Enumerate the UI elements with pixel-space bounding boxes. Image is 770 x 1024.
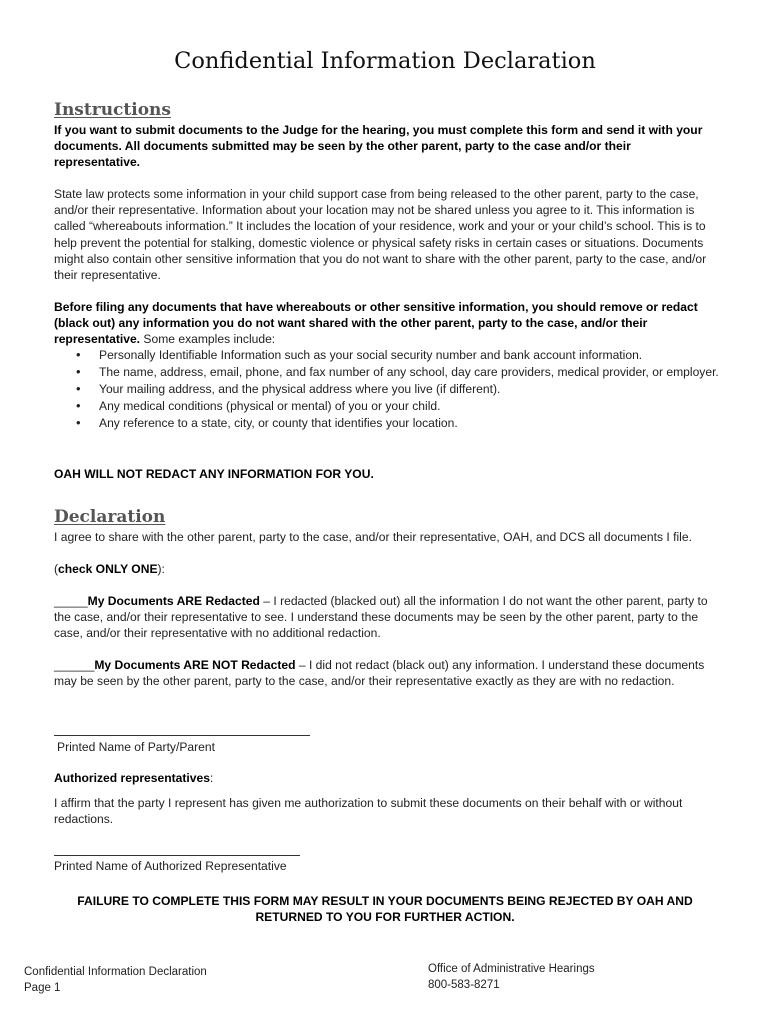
instructions-heading: Instructions xyxy=(54,100,171,120)
list-item: • Personally Identifiable Information such as your social security number and bank account information. xyxy=(74,347,724,364)
printed-name-party-label: Printed Name of Party/Parent xyxy=(57,740,215,754)
list-item: • Any medical conditions (physical or mental) of you or your child. xyxy=(74,398,724,415)
failure-warning-line2: RETURNED TO YOU FOR FURTHER ACTION. xyxy=(255,910,515,924)
option-redacted-label: My Documents ARE Redacted xyxy=(87,594,260,608)
failure-warning-line1: FAILURE TO COMPLETE THIS FORM MAY RESULT IN YOUR DOCUMENTS BEING REJECTED BY OAH AND xyxy=(77,894,693,908)
option-redacted-checkline[interactable]: _____ xyxy=(54,594,88,608)
agree-statement: I agree to share with the other parent, party to the case, and/or their representative, OAH, and DCS all documents I file. xyxy=(54,530,692,544)
affirm-statement: I affirm that the party I represent has given me authorization to submit these documents on their behalf with or without redactions. xyxy=(54,796,683,827)
check-only-one-bold: check ONLY ONE xyxy=(58,562,158,576)
declaration-heading: Declaration xyxy=(54,507,166,527)
list-item: • Any reference to a state, city, or county that identifies your location. xyxy=(74,415,724,432)
authorized-colon: : xyxy=(209,771,214,785)
option-redacted-text: – I redacted (blacked out) all the information I do not want the other parent, party to the case, and/or their representative to see. I understand these documents may be seen by the other parent, party to the case, and/or their representative with no additional redaction. xyxy=(54,594,708,641)
no-redaction-warning: OAH WILL NOT REDACT ANY INFORMATION FOR YOU. xyxy=(54,467,374,481)
footer-office: Office of Administrative Hearings xyxy=(428,963,595,975)
before-filing-plain: Some examples include: xyxy=(140,332,276,347)
check-open: ( xyxy=(54,562,59,576)
option-not-redacted-label: My Documents ARE NOT Redacted xyxy=(94,658,296,672)
representative-signature-line[interactable] xyxy=(54,855,300,856)
printed-name-rep-label: Printed Name of Authorized Representative xyxy=(54,859,287,873)
footer-form-name: Confidential Information Declaration xyxy=(24,966,207,978)
list-item: • Your mailing address, and the physical address where you live (if different). xyxy=(74,381,724,398)
instructions-paragraph: State law protects some information in your child support case from being released to the other parent, party to the case, and/or their representative. Information about your location may not be shared unless you agree to it. This information is called “whereabouts information.” It includes the location of your residence, work and your or your child’s school. This is to help prevent the potential for stalking, domestic violence or physical safety risks in certain cases or situations. Documents might also contain other sensitive information that you do not want to share with the other parent, party to the case, and/or their representative. xyxy=(54,187,707,283)
before-filing-bold: Before filing any documents that have whereabouts or other sensitive information, you should remove or redact (black out) any information you do not want shared with the other parent, party to the case, and/or their representative. xyxy=(54,300,698,347)
authorized-representatives xyxy=(54,770,720,786)
page-title: Confidential Information Declaration xyxy=(174,48,596,74)
footer-page-number: Page 1 xyxy=(24,982,61,994)
option-not-redacted-text: – I did not redact (black out) any information. I understand these documents may be seen by the other parent, party to the case, and/or their representative exactly as they are with no redaction. xyxy=(54,658,705,689)
instructions-bold-intro: If you want to submit documents to the Judge for the hearing, you must complete this form and send it with your documents. All documents submitted may be seen by the other parent, party to the case and/or their representative. xyxy=(54,123,703,170)
check-only-one xyxy=(54,561,720,577)
authorized-heading: Authorized representatives xyxy=(54,771,210,785)
option-redacted xyxy=(54,593,720,642)
option-not-redacted xyxy=(54,657,720,689)
footer-phone: 800-583-8271 xyxy=(428,979,500,991)
examples-list xyxy=(74,347,724,432)
party-signature-line[interactable] xyxy=(54,735,310,736)
list-item: • The name, address, email, phone, and fax number of any school, day care providers, medical provider, or employer. xyxy=(74,364,724,381)
footer-left xyxy=(24,964,207,996)
check-close: ): xyxy=(157,562,165,576)
option-not-redacted-checkline[interactable]: ______ xyxy=(54,658,95,672)
footer-right xyxy=(428,961,595,993)
before-filing-paragraph xyxy=(54,299,720,348)
